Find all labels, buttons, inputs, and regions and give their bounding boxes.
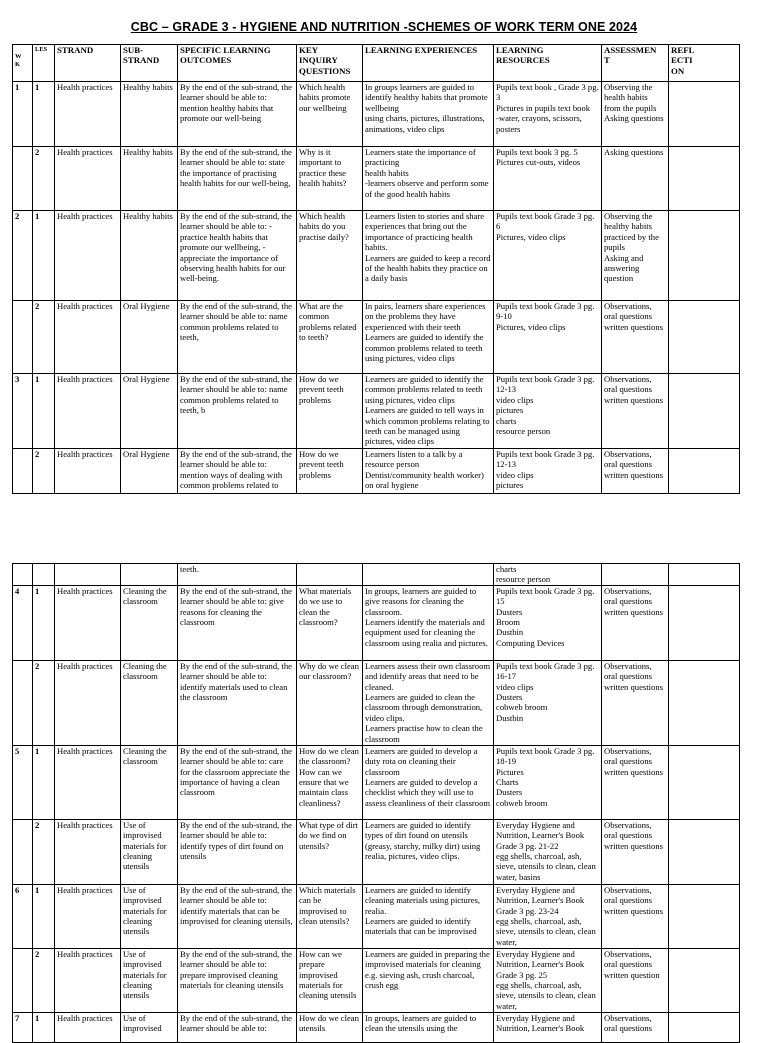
strand-cell: Health practices — [55, 660, 121, 745]
reflection-cell — [669, 884, 740, 948]
reflection-cell — [669, 745, 740, 819]
table-row — [13, 82, 740, 147]
assessment-cell: Observations, oral questions written questions — [602, 884, 669, 948]
resources-cell: Pupils text book Grade 3 pg. 12-13 video clips pictures — [494, 449, 602, 494]
table-row — [13, 1012, 740, 1042]
outcome-cell: By the end of the sub-strand, the learner should be able to: identify materials that can be improvised for cleaning utensils, — [178, 884, 297, 948]
experience-cell: In pairs, learners share experiences on the problems they have experienced with their teeth Learners are guided to identify the common problems related to teeth using pictures, video clips — [363, 301, 494, 374]
week-cell — [13, 147, 33, 211]
reflection-cell — [669, 948, 740, 1012]
header-assessment: ASSESSMEN T — [602, 45, 669, 82]
sub-strand-cell: Oral Hygiene — [121, 449, 178, 494]
reflection-cell — [669, 819, 740, 884]
resources-cell: charts resource person — [494, 564, 602, 586]
table-row — [13, 884, 740, 948]
resources-cell: Pupils text book Grade 3 pg. 9-10 Pictures, video clips — [494, 301, 602, 374]
assessment-cell: Observations, oral questions written question — [602, 948, 669, 1012]
sub-strand-cell — [121, 564, 178, 586]
outcome-cell: By the end of the sub-strand, the learner should be able to: mention healthy habits that promote our well-being — [178, 82, 297, 147]
experience-cell: Learners are guided to identify the common problems related to teeth using pictures, video clips Learners are guided to tell ways in which common problems relating to teeth can be managed using pictures, video clips — [363, 374, 494, 449]
strand-cell: Health practices — [55, 1012, 121, 1042]
question-cell: What materials do we use to clean the classroom? — [297, 585, 363, 660]
outcome-cell: By the end of the sub-strand, the learner should be able to: state the importance of practising health habits for our well-being, — [178, 147, 297, 211]
outcome-cell: By the end of the sub-strand, the learner should be able to: — [178, 1012, 297, 1042]
table-row — [13, 564, 740, 586]
week-cell: 2 — [13, 211, 33, 301]
header-lesson: LES — [33, 45, 55, 82]
sub-strand-cell: Healthy habits — [121, 211, 178, 301]
lesson-cell: 1 — [33, 745, 55, 819]
question-cell: Why do we clean our classroom? — [297, 660, 363, 745]
sub-strand-cell: Healthy habits — [121, 82, 178, 147]
sub-strand-cell: Healthy habits — [121, 147, 178, 211]
table-row — [13, 660, 740, 745]
question-cell: What are the common problems related to teeth? — [297, 301, 363, 374]
week-cell: 3 — [13, 374, 33, 449]
experience-cell: Learners are guided in preparing the improvised materials for cleaning e.g. sieving ash, crush charcoal, crush egg — [363, 948, 494, 1012]
reflection-cell — [669, 301, 740, 374]
experience-cell: In groups, learners are guided to clean the utensils using the — [363, 1012, 494, 1042]
table-row — [13, 374, 740, 449]
lesson-cell: 2 — [33, 301, 55, 374]
reflection-cell — [669, 660, 740, 745]
resources-cell: Pupils text book Grade 3 pg. 15 Dusters Broom Dustbin Computing Devices — [494, 585, 602, 660]
sub-strand-cell: Use of improvised materials for cleaning utensils — [121, 819, 178, 884]
table-row — [13, 147, 740, 211]
reflection-cell — [669, 585, 740, 660]
assessment-cell: Observing the health habits from the pupils Asking questions — [602, 82, 669, 147]
outcome-cell: By the end of the sub-strand, the learner should be able to: identify materials used to clean the classroom — [178, 660, 297, 745]
week-cell: 1 — [13, 82, 33, 147]
experience-cell: In groups learners are guided to identify healthy habits that promote wellbeing using charts, pictures, illustrations, animations, video clips — [363, 82, 494, 147]
week-cell — [13, 301, 33, 374]
lesson-cell: 1 — [33, 82, 55, 147]
outcome-cell: By the end of the sub-strand, the learner should be able to: give reasons for cleaning the classroom — [178, 585, 297, 660]
lesson-cell: 1 — [33, 374, 55, 449]
header-sub-strand: SUB- STRAND — [121, 45, 178, 82]
assessment-cell — [602, 564, 669, 586]
resources-cell: Pupils text book Grade 3 pg. 12-13 video clips pictures charts resource person — [494, 374, 602, 449]
resources-cell: Pupils text book Grade 3 pg. 18-19 Pictures Charts Dusters cobweb broom — [494, 745, 602, 819]
reflection-cell — [669, 211, 740, 301]
sub-strand-cell: Oral Hygiene — [121, 374, 178, 449]
sub-strand-cell: Cleaning the classroom — [121, 585, 178, 660]
experience-cell: Learners are guided to identify types of dirt found on utensils (greasy, starchy, milky dirt) using realia, pictures, video clips. — [363, 819, 494, 884]
sub-strand-cell: Cleaning the classroom — [121, 660, 178, 745]
assessment-cell: Observations, oral questions written questions — [602, 449, 669, 494]
header-strand: STRAND — [55, 45, 121, 82]
sub-strand-cell: Use of improvised materials for cleaning utensils — [121, 948, 178, 1012]
schemes-table-top — [12, 44, 740, 494]
strand-cell: Health practices — [55, 374, 121, 449]
outcome-cell: By the end of the sub-strand, the learner should be able to: identify types of dirt found on utensils — [178, 819, 297, 884]
reflection-cell — [669, 82, 740, 147]
question-cell: How do we clean utensils — [297, 1012, 363, 1042]
header-outcomes: SPECIFIC LEARNING OUTCOMES — [178, 45, 297, 82]
lesson-cell: 2 — [33, 147, 55, 211]
strand-cell: Health practices — [55, 301, 121, 374]
resources-cell: Everyday Hygiene and Nutrition, Learner's Book Grade 3 pg. 23-24 egg shells, charcoal, ash, sieve, utensils to clean, clean water, — [494, 884, 602, 948]
experience-cell — [363, 564, 494, 586]
strand-cell: Health practices — [55, 819, 121, 884]
outcome-cell: By the end of the sub-strand, the learner should be able to: prepare improvised cleaning materials for cleaning utensils — [178, 948, 297, 1012]
strand-cell: Health practices — [55, 449, 121, 494]
question-cell: Why is it important to practice these health habits? — [297, 147, 363, 211]
week-cell: 6 — [13, 884, 33, 948]
question-cell: How do we prevent teeth problems — [297, 449, 363, 494]
week-cell — [13, 660, 33, 745]
reflection-cell — [669, 564, 740, 586]
resources-cell: Pupils text book 3 pg. 5 Pictures cut-outs, videos — [494, 147, 602, 211]
header-week: W K — [13, 45, 33, 82]
lesson-cell: 1 — [33, 211, 55, 301]
table-row — [13, 948, 740, 1012]
experience-cell: Learners assess their own classroom and identify areas that need to be cleaned. Learners are guided to clean the classroom through demonstration, video clips. Learners practise how to clean the classroom — [363, 660, 494, 745]
lesson-cell: 2 — [33, 449, 55, 494]
assessment-cell: Observing the healthy habits practiced by the pupils Asking and answering question — [602, 211, 669, 301]
sub-strand-cell: Use of improvised — [121, 1012, 178, 1042]
header-reflection: REFL ECTI ON — [669, 45, 740, 82]
reflection-cell — [669, 374, 740, 449]
strand-cell: Health practices — [55, 211, 121, 301]
assessment-cell: Observations, oral questions written questions — [602, 585, 669, 660]
experience-cell: Learners are guided to identify cleaning materials using pictures, realia. Learners are guided to identify materials that can be improvised — [363, 884, 494, 948]
sub-strand-cell: Oral Hygiene — [121, 301, 178, 374]
assessment-cell: Observations, oral questions written questions — [602, 819, 669, 884]
question-cell: Which health habits promote our wellbeing — [297, 82, 363, 147]
week-cell — [13, 449, 33, 494]
reflection-cell — [669, 449, 740, 494]
question-cell — [297, 564, 363, 586]
lesson-cell: 1 — [33, 585, 55, 660]
week-cell: 4 — [13, 585, 33, 660]
lesson-cell — [33, 564, 55, 586]
table-row — [13, 211, 740, 301]
week-cell — [13, 948, 33, 1012]
experience-cell: Learners state the importance of practicing health habits -learners observe and perform some of the good health habits — [363, 147, 494, 211]
resources-cell: Pupils text book , Grade 3 pg. 3 Pictures in pupils text book -water, crayons, scissors, posters — [494, 82, 602, 147]
assessment-cell: Observations, oral questions — [602, 1012, 669, 1042]
question-cell: What type of dirt do we find on utensils? — [297, 819, 363, 884]
strand-cell: Health practices — [55, 745, 121, 819]
resources-cell: Everyday Hygiene and Nutrition, Learner's Book — [494, 1012, 602, 1042]
outcome-cell: teeth. — [178, 564, 297, 586]
question-cell: How do we prevent teeth problems — [297, 374, 363, 449]
resources-cell: Pupils text book Grade 3 pg. 16-17 video clips Dusters cobweb broom Dustbin — [494, 660, 602, 745]
resources-cell: Everyday Hygiene and Nutrition, Learner's Book Grade 3 pg. 25 egg shells, charcoal, ash, sieve, utensils to clean, clean water, — [494, 948, 602, 1012]
lesson-cell: 2 — [33, 660, 55, 745]
reflection-cell — [669, 147, 740, 211]
resources-cell: Everyday Hygiene and Nutrition, Learner's Book Grade 3 pg. 21-22 egg shells, charcoal, ash, sieve, utensils to clean, clean water, basins — [494, 819, 602, 884]
week-cell: 5 — [13, 745, 33, 819]
schemes-table-bottom — [12, 563, 740, 1043]
question-cell: Which materials can be improvised to clean utensils? — [297, 884, 363, 948]
header-resources: LEARNING RESOURCES — [494, 45, 602, 82]
sub-strand-cell: Use of improvised materials for cleaning utensils — [121, 884, 178, 948]
question-cell: Which health habits do you practise daily? — [297, 211, 363, 301]
table-row — [13, 585, 740, 660]
outcome-cell: By the end of the sub-strand, the learner should be able to: care for the classroom appreciate the importance of having a clean classroom — [178, 745, 297, 819]
assessment-cell: Observations, oral questions written questions — [602, 374, 669, 449]
lesson-cell: 2 — [33, 948, 55, 1012]
table-header-row — [13, 45, 740, 82]
lesson-cell: 1 — [33, 884, 55, 948]
reflection-cell — [669, 1012, 740, 1042]
strand-cell: Health practices — [55, 147, 121, 211]
week-cell: 7 — [13, 1012, 33, 1042]
outcome-cell: By the end of the sub-strand, the learner should be able to: - practice health habits that promote our wellbeing, - appreciate the importance of observing health habits for our well-being. — [178, 211, 297, 301]
assessment-cell: Observations, oral questions written questions — [602, 660, 669, 745]
table-row — [13, 449, 740, 494]
assessment-cell: Observations, oral questions written questions — [602, 301, 669, 374]
outcome-cell: By the end of the sub-strand, the learner should be able to: mention ways of dealing with common problems related to — [178, 449, 297, 494]
strand-cell: Health practices — [55, 585, 121, 660]
experience-cell: Learners listen to stories and share experiences that bring out the importance of practicing health habits. Learners are guided to keep a record of the health habits they practice on a daily basis — [363, 211, 494, 301]
table-body-bottom — [13, 564, 740, 1043]
table-row — [13, 301, 740, 374]
strand-cell: Health practices — [55, 82, 121, 147]
header-questions: KEY INQUIRY QUESTIONS — [297, 45, 363, 82]
strand-cell — [55, 564, 121, 586]
table-body-top — [13, 82, 740, 494]
table-row — [13, 745, 740, 819]
lesson-cell: 1 — [33, 1012, 55, 1042]
strand-cell: Health practices — [55, 948, 121, 1012]
header-experiences: LEARNING EXPERIENCES — [363, 45, 494, 82]
week-cell — [13, 564, 33, 586]
sub-strand-cell: Cleaning the classroom — [121, 745, 178, 819]
outcome-cell: By the end of the sub-strand, the learner should be able to: name common problems related to teeth, — [178, 301, 297, 374]
question-cell: How do we clean the classroom? How can we ensure that we maintain class cleanliness? — [297, 745, 363, 819]
experience-cell: Learners listen to a talk by a resource person Dentist/community health worker) on oral hygiene — [363, 449, 494, 494]
question-cell: How can we prepare improvised materials for cleaning utensils — [297, 948, 363, 1012]
lesson-cell: 2 — [33, 819, 55, 884]
assessment-cell: Observations, oral questions written questions — [602, 745, 669, 819]
resources-cell: Pupils text book Grade 3 pg. 6 Pictures, video clips — [494, 211, 602, 301]
outcome-cell: By the end of the sub-strand, the learner should be able to: name common problems related to teeth, b — [178, 374, 297, 449]
week-cell — [13, 819, 33, 884]
document-title: CBC – GRADE 3 - HYGIENE AND NUTRITION -SCHEMES OF WORK TERM ONE 2024 — [130, 20, 638, 34]
experience-cell: In groups, learners are guided to give reasons for cleaning the classroom. Learners identify the materials and equipment used for cleaning the classroom using realia and pictures. — [363, 585, 494, 660]
assessment-cell: Asking questions — [602, 147, 669, 211]
strand-cell: Health practices — [55, 884, 121, 948]
table-row — [13, 819, 740, 884]
experience-cell: Learners are guided to develop a duty rota on cleaning their classroom Learners are guided to develop a checklist which they will use to assess cleanliness of their classroom — [363, 745, 494, 819]
